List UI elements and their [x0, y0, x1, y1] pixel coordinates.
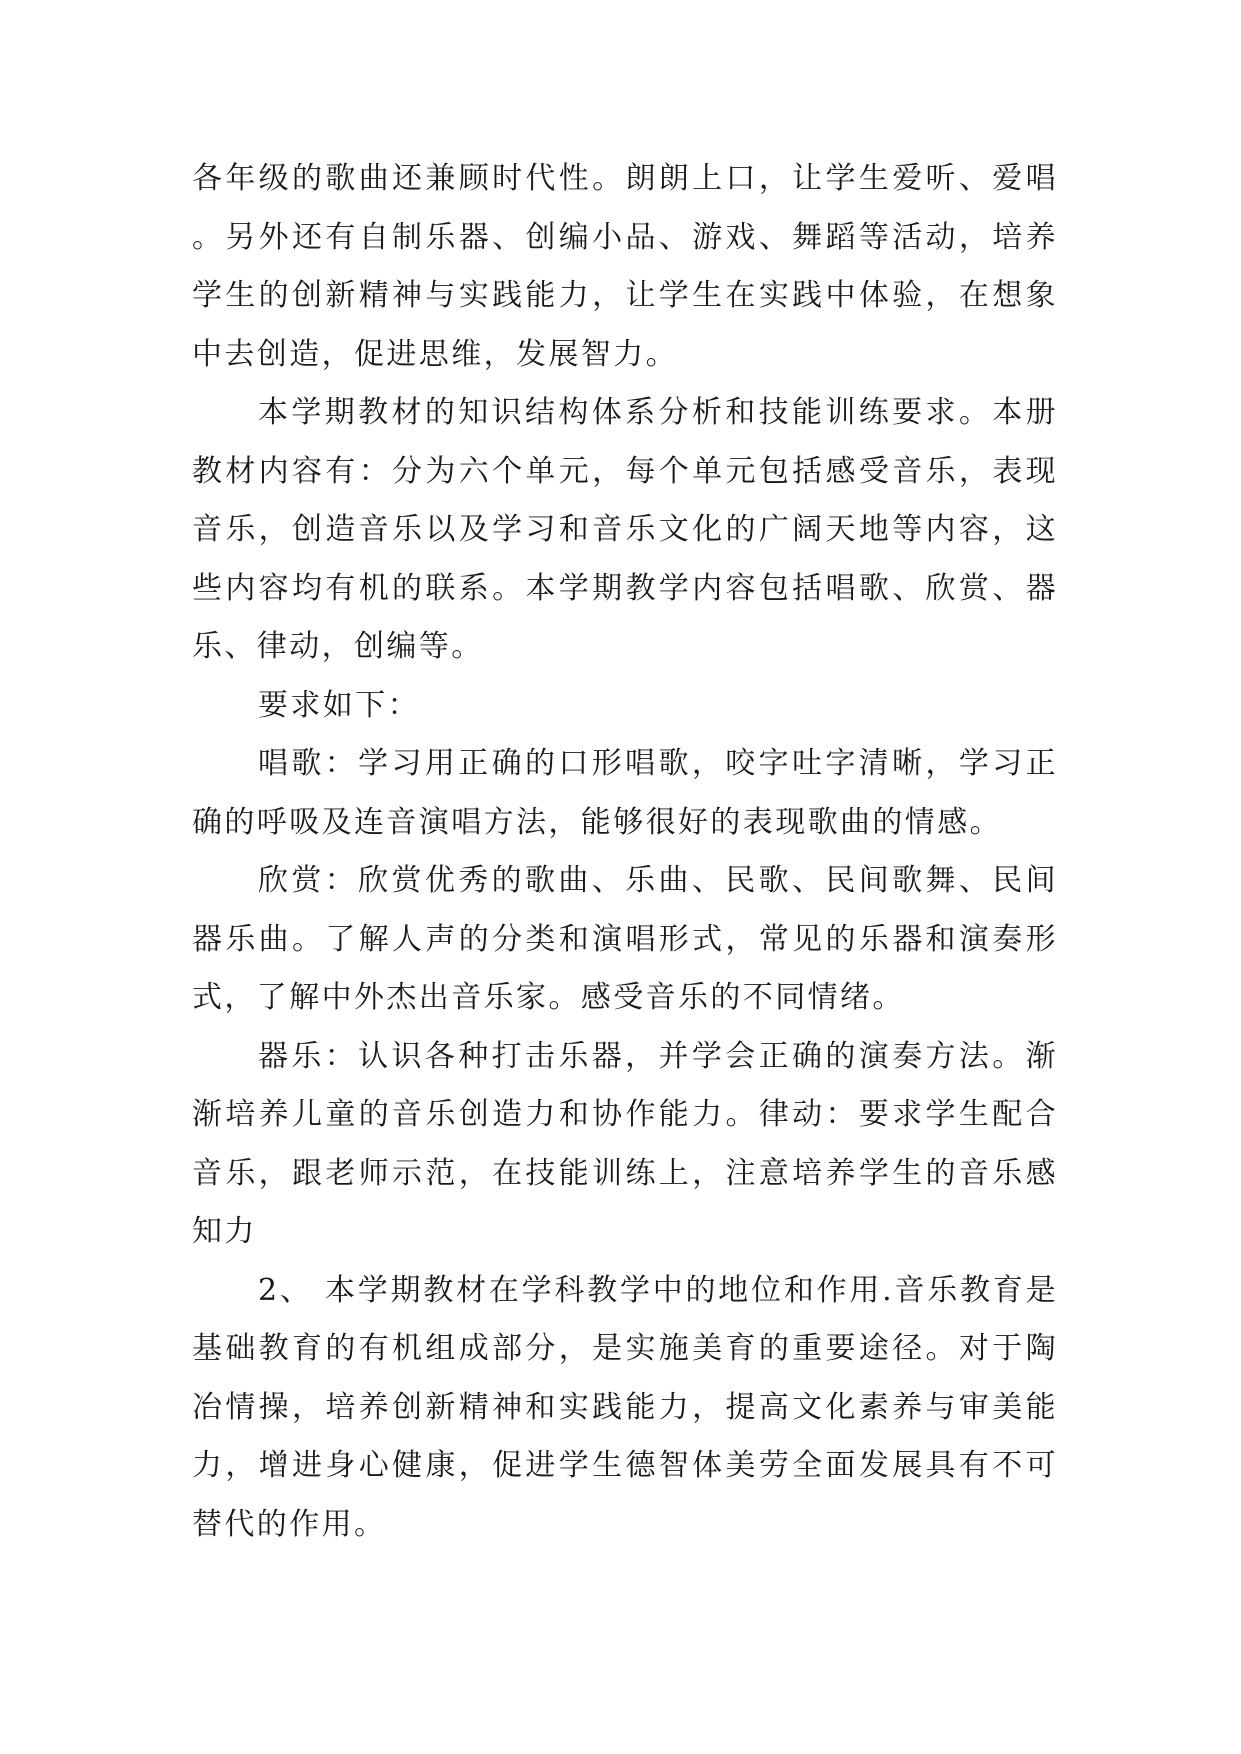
paragraph-instruments: 器乐：认识各种打击乐器，并学会正确的演奏方法。渐渐培养儿童的音乐创造力和协作能力。律动：要求学生配合音乐，跟老师示范，在技能训练上，注意培养学生的音乐感知力 — [192, 1038, 1058, 1249]
paragraph-singing: 唱歌：学习用正确的口形唱歌，咬字吐字清晰，学习正确的呼吸及连音演唱方法，能够很好的表现歌曲的情感。 — [192, 746, 1058, 840]
paragraph-role-of-textbook: 2、 本学期教材在学科教学中的地位和作用.音乐教育是基础教育的有机组成部分，是实施美育的重要途径。对于陶冶情操，培养创新精神和实践能力，提高文化素养与审美能力，增进身心健康，促进学生德智体美劳全面发展具有不可替代的作用。 — [192, 1272, 1058, 1542]
paragraph-requirements-heading: 要求如下： — [258, 687, 420, 723]
paragraph-appreciation: 欣赏：欣赏优秀的歌曲、乐曲、民歌、民间歌舞、民间器乐曲。了解人声的分类和演唱形式，常见的乐器和演奏形式，了解中外杰出音乐家。感受音乐的不同情绪。 — [192, 863, 1058, 1015]
paragraph-knowledge-structure: 本学期教材的知识结构体系分析和技能训练要求。本册教材内容有：分为六个单元，每个单元包括感受音乐，表现音乐，创造音乐以及学习和音乐文化的广阔天地等内容，这些内容均有机的联系。本学期教学内容包括唱歌、欣赏、器乐、律动，创编等。 — [192, 395, 1058, 664]
paragraph-grade-songs: 各年级的歌曲还兼顾时代性。朗朗上口，让学生爱听、爱唱。另外还有自制乐器、创编小品、游戏、舞蹈等活动，培养学生的创新精神与实践能力，让学生在实践中体验，在想象中去创造，促进思维，发展智力。 — [192, 161, 1058, 372]
document-body — [192, 150, 1058, 1554]
